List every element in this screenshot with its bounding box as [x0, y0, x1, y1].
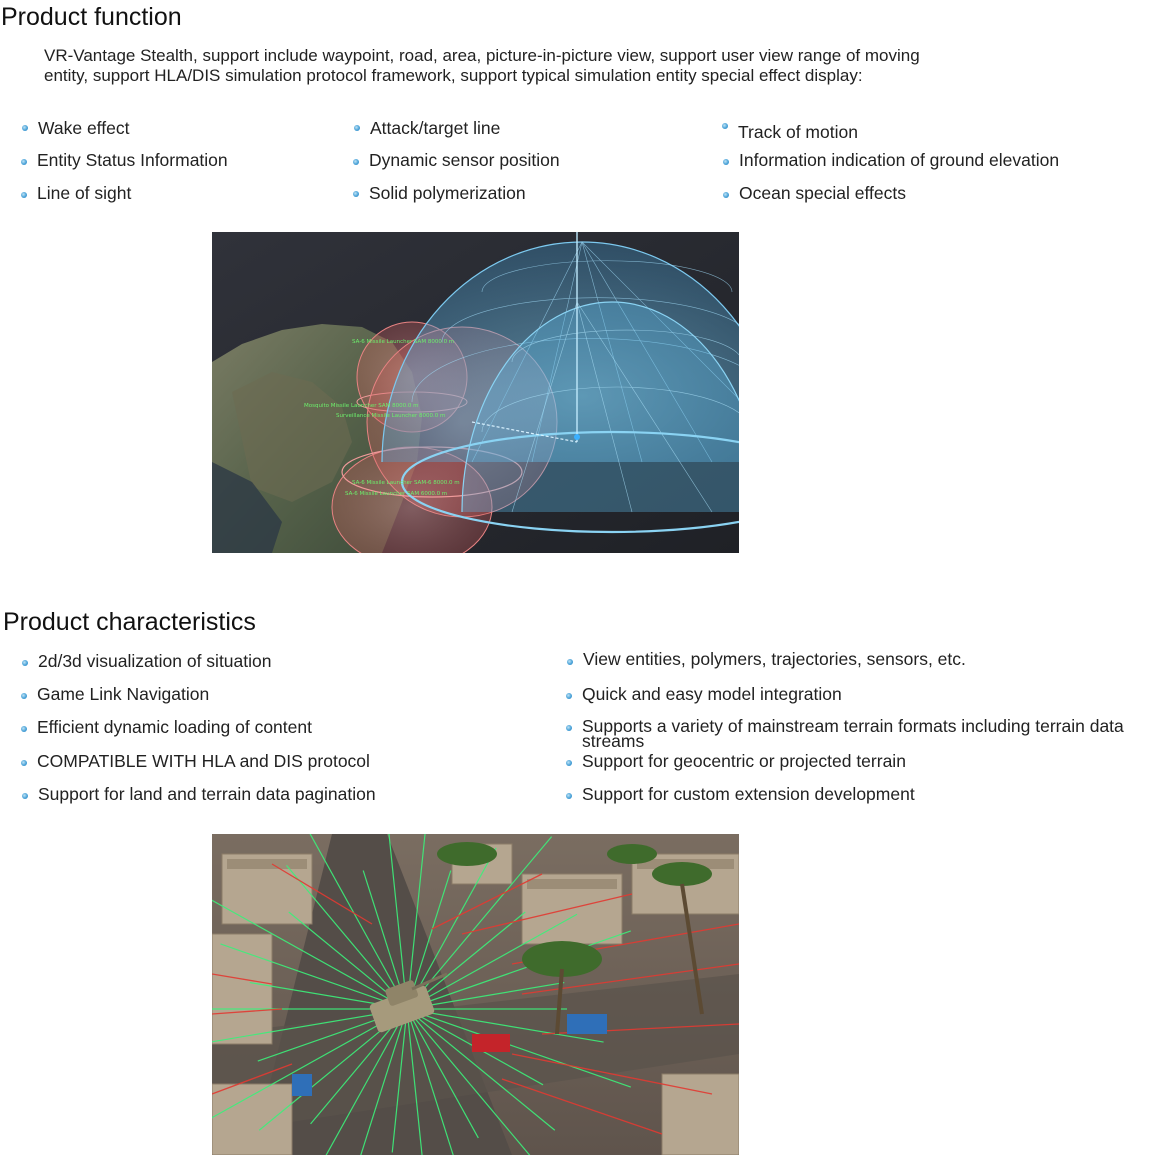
list-item: 2d/3d visualization of situation [38, 651, 271, 671]
tank-line-of-sight-image [212, 834, 739, 1155]
list-item: Quick and easy model integration [582, 684, 842, 704]
list-item: Entity Status Information [37, 150, 228, 170]
sensor-label: SA-6 Missile Launcher SAM 8000.0 m [352, 339, 455, 345]
list-item: Track of motion [738, 122, 858, 142]
bullet-dot-icon [566, 693, 572, 699]
tank-scene-illustration [212, 834, 739, 1155]
bullet-dot-icon [21, 159, 27, 165]
product-characteristics-title: Product characteristics [3, 608, 256, 636]
product-function-title: Product function [1, 3, 182, 31]
bullet-dot-icon [722, 123, 728, 129]
list-item: Attack/target line [370, 118, 500, 138]
list-item: Line of sight [37, 183, 131, 203]
bullet-dot-icon [353, 159, 359, 165]
bullet-dot-icon [567, 659, 573, 665]
bullet-dot-icon [22, 660, 28, 666]
bullet-dot-icon [723, 192, 729, 198]
list-item: Ocean special effects [739, 183, 906, 203]
list-item: Efficient dynamic loading of content [37, 717, 312, 737]
sensor-label: SA-6 Missile Launcher SAM-6 8000.0 m [352, 480, 460, 486]
bullet-dot-icon [22, 793, 28, 799]
sensor-label: SA-6 Missile Launcher SAM 6000.0 m [345, 491, 448, 497]
list-item: Support for land and terrain data pagination [38, 784, 376, 804]
bullet-dot-icon [566, 725, 572, 731]
bullet-dot-icon [22, 125, 28, 131]
list-item: View entities, polymers, trajectories, sensors, etc. [583, 649, 966, 669]
list-item: COMPATIBLE WITH HLA and DIS protocol [37, 751, 370, 771]
bullet-dot-icon [21, 192, 27, 198]
list-item: Wake effect [38, 118, 129, 138]
list-item: Information indication of ground elevation [739, 150, 1059, 170]
list-item: Supports a variety of mainstream terrain formats including terrain data streams [582, 719, 1142, 749]
sensor-dome-terrain-image [212, 232, 739, 553]
bullet-dot-icon [21, 726, 27, 732]
sensor-dome-illustration [212, 232, 739, 553]
bullet-dot-icon [353, 191, 359, 197]
list-item: Support for geocentric or projected terrain [582, 751, 906, 771]
bullet-dot-icon [566, 793, 572, 799]
list-item: Support for custom extension development [582, 784, 915, 804]
product-function-intro: VR-Vantage Stealth, support include waypoint, road, area, picture-in-picture view, support user view range of moving entity, support HLA/DIS simulation protocol framework, support typical simulation entity special effect display: [44, 46, 920, 85]
sensor-label: Surveillance Missile Launcher 8000.0 m [336, 413, 446, 419]
bullet-dot-icon [354, 125, 360, 131]
sensor-label: Mosquito Missile Launcher SAM 8000.0 m [304, 403, 419, 409]
bullet-dot-icon [21, 693, 27, 699]
bullet-dot-icon [21, 760, 27, 766]
list-item: Game Link Navigation [37, 684, 209, 704]
bullet-dot-icon [723, 159, 729, 165]
list-item: Solid polymerization [369, 183, 526, 203]
list-item: Dynamic sensor position [369, 150, 560, 170]
bullet-dot-icon [566, 760, 572, 766]
